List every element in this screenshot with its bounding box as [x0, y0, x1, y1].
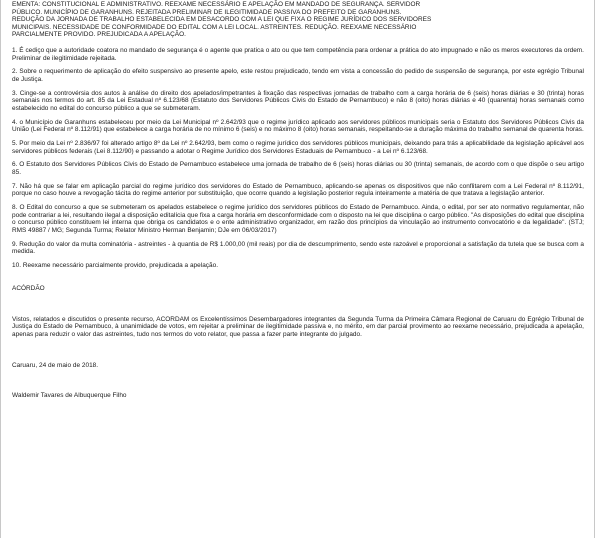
acordao-text: Vistos, relatados e discutidos o presente recurso, ACORDAM os Excelentíssimos Desembargadores integrantes da Segunda Turma da Primeira Câmara Regional de Caruaru do Egrégio Tribunal de Justiça do Estado de Pernambuco, à unanimidade de votos, em rejeitar a preliminar de ilegitimidade passiva e, no mérito, em dar parcial provimento ao reexame necessário, prejudicada a apelação, apenas para reduzir o valor das astreintes, tudo nos termos do voto relator, que passa a fazer parte integrante do julgado.: [12, 315, 584, 338]
ementa-line: EMENTA: CONSTITUCIONAL E ADMINISTRATIVO. REEXAME NECESSÁRIO E APELAÇÃO EM MANDADO DE SEGURANÇA. SERVIDOR: [12, 1, 421, 8]
ementa-item-7: 7. Não há que se falar em aplicação parcial do regime jurídico dos servidores do Estado de Pernambuco, aplicando-se apenas os dispositivos que não conflitarem com a Lei Federal nº 8.112/91, porque no caso houve a revogação tácita do regime anterior por substituição, que ocorre quando a legislação posterior regula inteiramente a matéria de que tratava a legislação anterior.: [12, 182, 584, 198]
ementa-item-5: 5. Por meio da Lei nº 2.836/97 foi alterado artigo 8º da Lei nº 2.642/93, bem como o regime jurídico dos servidores públicos municipais, deixando para trás a aplicabilidade da legislação aplicável aos servidores públicos federais (Lei 8.112/90) e passando a adotar o Regime Jurídico dos Servidores Estaduais de Pernambuco - a Lei nº 6.123/68.: [12, 140, 584, 155]
ementa-item-10: 10. Reexame necessário parcialmente provido, prejudicada a apelação.: [12, 262, 219, 270]
ementa-item-8: 8. O Edital do concurso a que se submeteram os apelados estabelece o regime jurídico dos servidores públicos do Estado de Pernambuco. Ainda, o edital, por ser ato normativo regulamentar, não pode contrariar a lei, resultando ilegal a disposição editalícia que fixa a carga horária em desconformidade com o disposto na lei que disciplina o cargo público. "As disposições do edital que disciplina o concurso público constituem lei interna que obriga os candidatos e o ente administrativo organizador, em razão dos princípios da vinculação ao instrumento convocatório e da legalidade". (STJ; RMS 49887 / MG; Segunda Turma; Relator Ministro Herman Benjamin; DJe em 06/03/2017): [12, 204, 584, 234]
ementa-item-1: 1. É cediço que a autoridade coatora no mandado de segurança é o agente que pratica o ato ou que tem competência para ordenar a prática do ato impugnado e não os meros executores da ordem. Preliminar de ilegitimidade rejeitada.: [12, 46, 584, 62]
ementa-item-6: 6. O Estatuto dos Servidores Públicos Civis do Estado de Pernambuco estabelece uma jornada de trabalho de 6 (seis) horas diárias ou 30 (trinta) semanais, de acordo com o que dispõe o seu artigo 85.: [12, 161, 584, 177]
ementa-line: PARCIALMENTE PROVIDO. PREJUDICADA A APELAÇÃO.: [12, 31, 186, 39]
ementa-line: REDUÇÃO DA JORNADA DE TRABALHO ESTABELECIDA EM DESACORDO COM A LEI QUE FIXA O REGIME JURÍDICO DOS SERVIDORES: [12, 16, 432, 24]
signature-name: Waldemir Tavares de Albuquerque Filho: [12, 392, 127, 400]
ementa: [12, 1, 584, 39]
ementa-item-9: 9. Redução do valor da multa cominatória - astreintes - à quantia de R$ 1.000,00 (mil reais) por dia de descumprimento, sendo este razoável e proporcional a satisfação da tutela que se busca com a medida.: [12, 240, 584, 256]
ementa-item-3: 3. Cinge-se a controvérsia dos autos à análise do direito dos apelados/impetrantes à fixação das respectivas jornadas de trabalho com a carga horária de 6 (seis) horas diárias e 30 (trinta) horas semanais nos termos do art. 85 da Lei Estadual nº 6.123/68 (Estatuto dos Servidores Públicos Civis do Estado de Pernambuco) e não 8 (oito) horas diárias e 40 (quarenta) horas semanais como estabelecido no edital do concurso público a que se submeteram.: [12, 89, 584, 112]
ementa-line: MUNICIPAIS. NECESSIDADE DE CONFORMIDADE DO EDITAL COM A LEI LOCAL. ASTREINTES. REDUÇÃO. REEXAME NECESSÁRIO: [12, 23, 417, 31]
ementa-line: PÚBLICO. MUNICÍPIO DE GARANHUNS. REJEITADA PRELIMINAR DE ILEGITIMIDADE PASSIVA DO PREFEITO DE GARANHUNS.: [12, 8, 402, 16]
ementa-item-4: 4. o Município de Garanhuns estabeleceu por meio da Lei Municipal nº 2.642/93 que o regime jurídico aplicado aos servidores públicos municipais seria o Estatuto dos Servidores Públicos Civis da União (Lei Federal nº 8.112/91) que estabelece a carga horária de no mínimo 6 (seis) e no máximo 8 (oito) horas semanais, respeitando-se a duração máxima do trabalho semanal de quarenta horas.: [12, 118, 584, 134]
place-date: Caruaru, 24 de maio de 2018.: [12, 361, 99, 369]
document-content: [12, 1, 584, 406]
acordao-heading: ACÓRDÃO: [12, 284, 45, 292]
ementa-item-2: 2. Sobre o requerimento de aplicação do efeito suspensivo ao presente apelo, este restou prejudicado, tendo em vista a concessão do pedido de suspensão de segurança, por este egrégio Tribunal de Justiça.: [12, 68, 584, 83]
